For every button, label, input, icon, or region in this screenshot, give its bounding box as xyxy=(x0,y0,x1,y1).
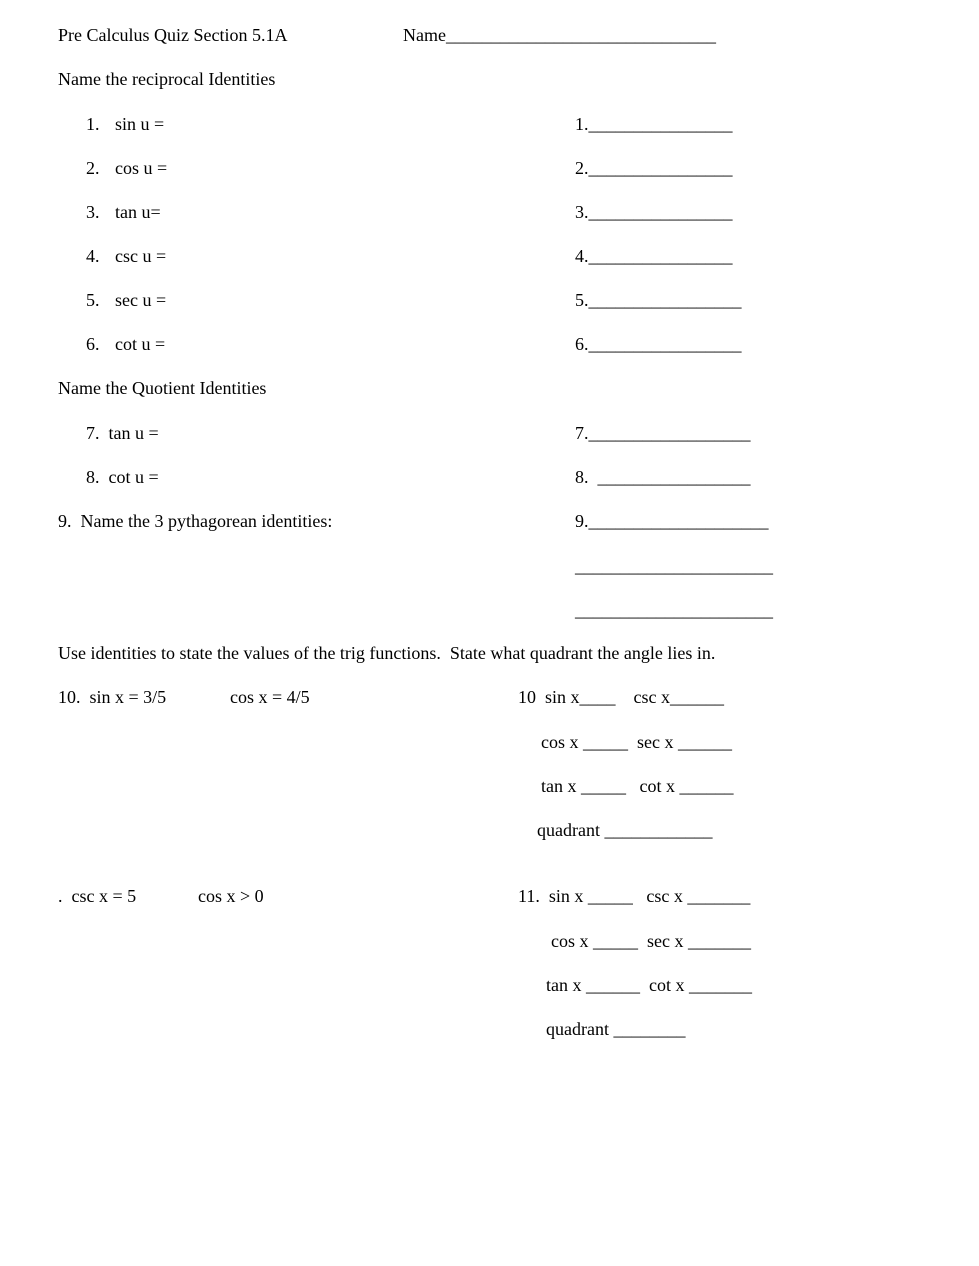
question-number: 1. xyxy=(86,114,100,134)
question-text: tan u= xyxy=(115,202,161,222)
question-11-answer-row-3[interactable]: tan x ______ cot x _______ xyxy=(546,975,752,995)
question-10-given-cos: cos x = 4/5 xyxy=(230,687,310,707)
question-text: sin u = xyxy=(115,114,165,134)
question-number: 6. xyxy=(86,334,100,354)
question-10-answer-row-3[interactable]: tan x _____ cot x ______ xyxy=(541,776,734,796)
question-10-answer-row-1[interactable]: 10 sin x____ csc x______ xyxy=(518,687,724,707)
question-11-given-cos: cos x > 0 xyxy=(198,886,264,906)
question-text: 8. cot u = xyxy=(86,467,159,487)
answer-blank-4[interactable]: 4.________________ xyxy=(575,246,733,266)
answer-blank-3[interactable]: 3.________________ xyxy=(575,202,733,222)
answer-blank-9a[interactable]: 9.____________________ xyxy=(575,511,769,531)
answer-blank-2[interactable]: 2.________________ xyxy=(575,158,733,178)
question-text: cot u = xyxy=(115,334,166,354)
question-11-quadrant[interactable]: quadrant ________ xyxy=(546,1019,686,1039)
question-10-quadrant[interactable]: quadrant ____________ xyxy=(537,820,713,840)
question-10-answer-row-2[interactable]: cos x _____ sec x ______ xyxy=(541,732,732,752)
question-text: sec u = xyxy=(115,290,167,310)
name-field[interactable]: Name______________________________ xyxy=(403,25,716,45)
question-text: csc u = xyxy=(115,246,167,266)
question-number: 4. xyxy=(86,246,100,266)
question-number: 5. xyxy=(86,290,100,310)
quiz-title: Pre Calculus Quiz Section 5.1A xyxy=(58,25,288,45)
answer-blank-7[interactable]: 7.__________________ xyxy=(575,423,751,443)
question-text: 7. tan u = xyxy=(86,423,159,443)
answer-blank-9b[interactable]: ______________________ xyxy=(575,556,773,576)
answer-blank-9c[interactable]: ______________________ xyxy=(575,600,773,620)
answer-blank-8[interactable]: 8. _________________ xyxy=(575,467,751,487)
answer-blank-5[interactable]: 5._________________ xyxy=(575,290,742,310)
reciprocal-heading: Name the reciprocal Identities xyxy=(58,69,276,89)
quotient-heading: Name the Quotient Identities xyxy=(58,378,267,398)
instructions: Use identities to state the values of the trig functions. State what quadrant the angle lies in. xyxy=(58,643,716,663)
question-number: 3. xyxy=(86,202,100,222)
question-11-given-csc: . csc x = 5 xyxy=(58,886,137,906)
question-11-answer-row-1[interactable]: 11. sin x _____ csc x _______ xyxy=(518,886,751,906)
answer-blank-6[interactable]: 6._________________ xyxy=(575,334,742,354)
question-number: 2. xyxy=(86,158,100,178)
question-10-given-sin: 10. sin x = 3/5 xyxy=(58,687,167,707)
question-9-text: 9. Name the 3 pythagorean identities: xyxy=(58,511,333,531)
answer-blank-1[interactable]: 1.________________ xyxy=(575,114,733,134)
question-11-answer-row-2[interactable]: cos x _____ sec x _______ xyxy=(551,931,751,951)
question-text: cos u = xyxy=(115,158,168,178)
